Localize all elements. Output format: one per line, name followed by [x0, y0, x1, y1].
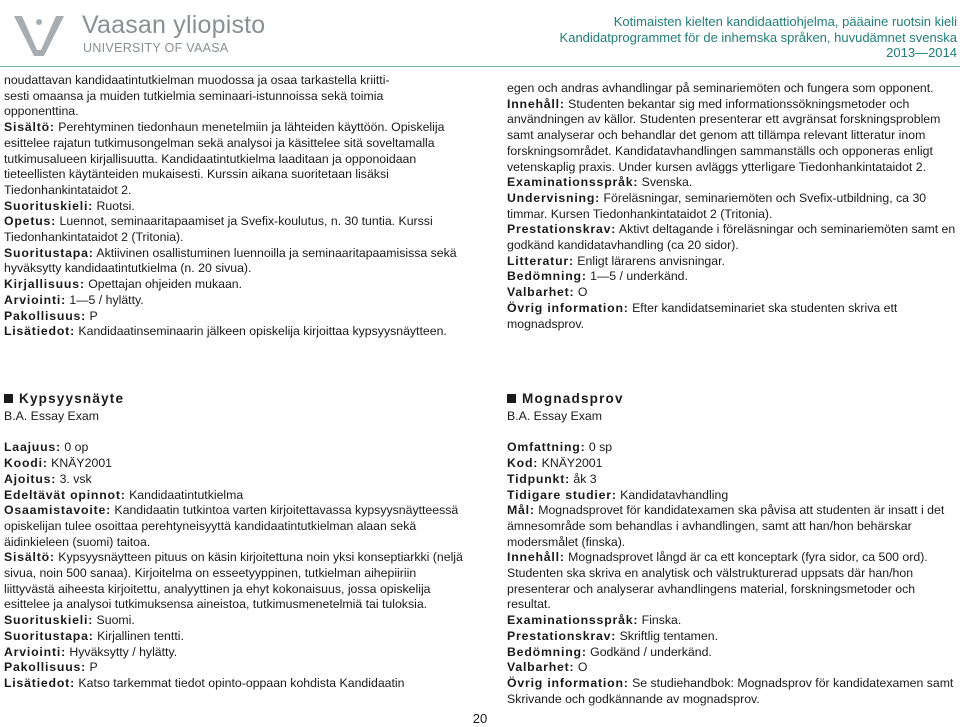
field-arviointi: Arviointi: 1—5 / hylätty. — [4, 292, 144, 307]
section-subtitle: B.A. Essay Exam — [4, 408, 99, 423]
field-prestationskrav: Prestationskrav: Skriftlig tentamen. — [507, 628, 719, 643]
field-osaamistavoite: Osaamistavoite: Kandidaatin tutkintoa varten kirjoitettavassa kypsyysnäytteessä opiskelijan tulee osoittaa perehtyneisyyttä kandidaatintutkielman alaan sekä äidinkieleen (suomi) taitoa. — [4, 503, 459, 549]
field-ovrig-information: Övrig information: Efter kandidatseminariet ska studenten skriva ett mognadsprov. — [507, 300, 898, 331]
program-title-fi: Kotimaisten kielten kandidaattiohjelma, pääaine ruotsin kieli — [613, 14, 957, 29]
university-name-en: UNIVERSITY OF VAASA — [83, 41, 229, 55]
field-innehall: Innehåll: Mognadsprovet långd är ca ett konceptark (fyra sidor, ca 500 ord). Studenten ska skriva en analytisk och välstrukturerad uppsats där han/hon presenterar och analyserar avhandlingens material, forskningsmetoder och resultat. — [507, 550, 928, 612]
field-arviointi: Arviointi: Hyväksytty / hylätty. — [4, 644, 178, 659]
field-suoritustapa: Suoritustapa: Aktiivinen osallistuminen luennoilla ja seminaaritapaamisissa sekä hyväksytty kandidaatintutkielma (n. 20 sivua). — [4, 245, 457, 276]
university-logo-icon — [8, 8, 70, 60]
field-tidigare-studier: Tidigare studier: Kandidatavhandling — [507, 487, 729, 502]
university-name: Vaasan yliopisto — [82, 11, 266, 39]
field-kirjallisuus: Kirjallisuus: Opettajan ohjeiden mukaan. — [4, 277, 243, 292]
right-column-top — [507, 81, 957, 332]
field-mal: Mål: Mognadsprovet för kandidatexamen ska påvisa att studenten är insatt i det ämnesområde som behandlas i avhandlingen, samt att han/hon behärskar modersmålet (finska). — [507, 503, 945, 549]
field-pakollisuus: Pakollisuus: P — [4, 308, 98, 323]
field-ajoitus: Ajoitus: 3. vsk — [4, 471, 92, 486]
field-examinationssprak: Examinationsspråk: Svenska. — [507, 175, 693, 190]
field-kod: Kod: KNÄY2001 — [507, 456, 603, 471]
field-suoritustapa: Suoritustapa: Kirjallinen tentti. — [4, 628, 184, 643]
field-sisalto: Sisältö: Kypsyysnäytteen pituus on käsin kirjoitettuna noin yksi konseptiarkki (neljä sivua, noin 500 sanaa). Kirjoitelma on esseetyyppinen, tutkielman aihepiiriin liittyvästä aiheesta kirjoitettu, analyyttinen ja ehyt kokonaisuus, jossa opiskelija esittelee ja analysoi tutkimuksensa aineistoa, tutkimusmenetelmiä tai tuloksia. — [4, 550, 463, 612]
field-examinationssprak: Examinationsspråk: Finska. — [507, 613, 682, 628]
field-lisatiedot: Lisätiedot: Katso tarkemmat tiedot opinto-oppaan kohdista Kandidaatin — [4, 675, 405, 690]
field-suorituskieli: Suorituskieli: Suomi. — [4, 613, 135, 628]
text-line: sesti omaansa ja muiden tutkielmia seminaari-istunnoissa sekä toimia — [4, 88, 384, 103]
right-column-bottom — [507, 391, 957, 707]
field-edeltavat: Edeltävät opinnot: Kandidaatintutkielma — [4, 487, 244, 502]
field-lisatiedot: Lisätiedot: Kandidaatinseminaarin jälkeen opiskelija kirjoittaa kypsyysnäytteen. — [4, 324, 447, 339]
field-undervisning: Undervisning: Föreläsningar, seminariemöten och Svefix-utbildning, ca 30 timmar. Kursen Tiedonhankintataidot 2 (Tritonia). — [507, 190, 927, 221]
field-bedomning: Bedömning: Godkänd / underkänd. — [507, 644, 712, 659]
section-title-kypsyysnayte: Kypsyysnäyte — [4, 391, 466, 407]
bullet-square-icon — [507, 394, 516, 403]
text-intro: egen och andras avhandlingar på seminariemöten och fungera som opponent. — [507, 81, 934, 95]
page-header — [0, 0, 960, 68]
field-litteratur: Litteratur: Enligt lärarens anvisningar. — [507, 253, 725, 268]
left-column-top — [4, 73, 466, 340]
field-valbarhet: Valbarhet: O — [507, 660, 588, 675]
field-valbarhet: Valbarhet: O — [507, 285, 588, 300]
program-header — [560, 14, 957, 61]
field-koodi: Koodi: KNÄY2001 — [4, 456, 112, 471]
field-ovrig-information: Övrig information: Se studiehandbok: Mognadsprov för kandidatexamen samt Skrivande och godkännande av mognadsprov. — [507, 675, 954, 706]
academic-year: 2013—2014 — [886, 45, 957, 60]
field-prestationskrav: Prestationskrav: Aktivt deltagande i föreläsningar och seminariemöten samt en godkänd kandidatavhandling (ca 20 sidor). — [507, 222, 956, 253]
text-line: noudattavan kandidaatintutkielman muodossa ja osaa tarkastella kriitti- — [4, 73, 390, 87]
text-line: opponenttina. — [4, 104, 79, 119]
page-number: 20 — [472, 711, 488, 726]
section-subtitle: B.A. Essay Exam — [507, 408, 602, 423]
section-title-mognadsprov: Mognadsprov — [507, 391, 957, 407]
field-opetus: Opetus: Luennot, seminaaritapaamiset ja Svefix-koulutus, n. 30 tuntia. Kurssi Tiedonhankintataidot 2 (Tritonia). — [4, 214, 433, 245]
field-sisalto: Sisältö: Perehtyminen tiedonhaun menetelmiin ja lähteiden käyttöön. Opiskelija esittelee rajatun tutkimusongelman sekä analysoi ja käsittelee sitä soveltamalla tutkimusalueen kirjallisuutta. Kandidaatintutkielma laaditaan ja opponoidaan tieteellisten käytänteiden mukaisesti. Kurssin aikana suoritetaan lisäksi Tiedonhankintataidot 2. — [4, 120, 445, 197]
bullet-square-icon — [4, 394, 13, 403]
field-bedomning: Bedömning: 1—5 / underkänd. — [507, 269, 688, 284]
field-innehall: Innehåll: Studenten bekantar sig med informationssökningsmetoder och användningen av källor. Studenten presenterar ett avgränsat forskningsproblem samt analyserar och behandlar det genom att tillämpa relevant litteratur inom forskningsområdet. Kandidatavhandlingen sammanställs och opponeras enligt vetenskaplig praxis. Under kursen avläggs ytterligare Tiedonhankintataidot 2. — [507, 96, 941, 174]
field-omfattning: Omfattning: 0 sp — [507, 440, 613, 455]
left-column-bottom — [4, 391, 466, 692]
field-tidpunkt: Tidpunkt: åk 3 — [507, 471, 597, 486]
field-pakollisuus: Pakollisuus: P — [4, 660, 98, 675]
field-suorituskieli: Suorituskieli: Ruotsi. — [4, 198, 135, 213]
field-laajuus: Laajuus: 0 op — [4, 440, 89, 455]
header-divider — [0, 66, 960, 67]
program-title-sv: Kandidatprogrammet för de inhemska språken, huvudämnet svenska — [559, 29, 957, 45]
